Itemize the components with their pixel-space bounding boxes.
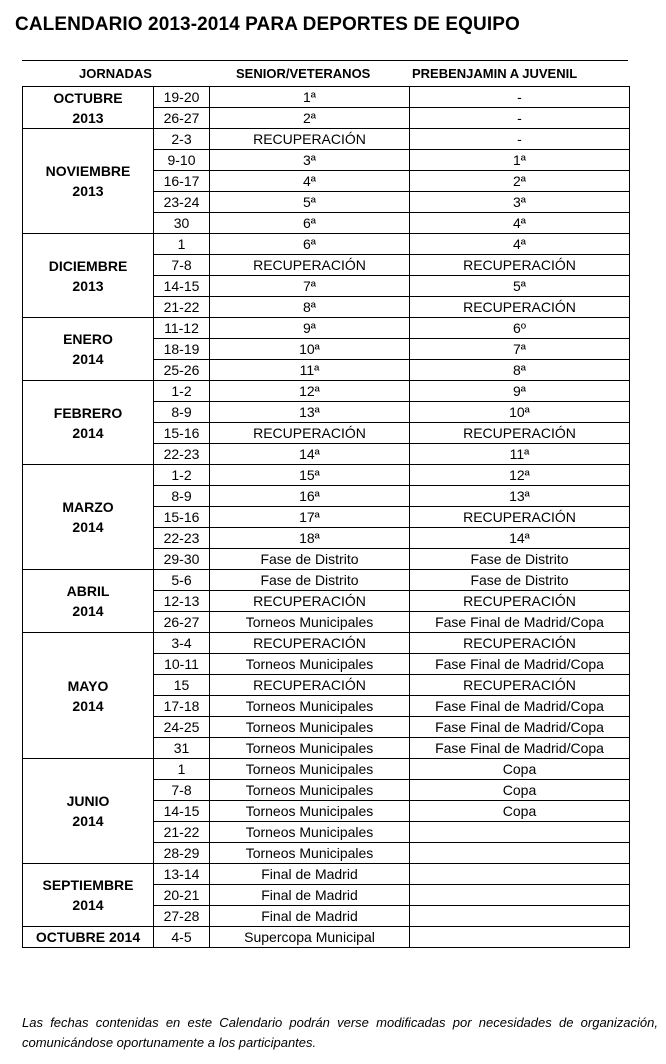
month-cell [23,234,154,318]
senior-cell: 7ª [210,276,410,297]
senior-cell: 1ª [210,87,410,108]
date-cell: 12-13 [154,591,210,612]
senior-cell: 17ª [210,507,410,528]
prebenjamin-cell: 1ª [410,150,630,171]
prebenjamin-cell: Fase Final de Madrid/Copa [410,696,630,717]
date-cell: 3-4 [154,633,210,654]
month-name: MARZO [62,499,114,515]
prebenjamin-cell: 13ª [410,486,630,507]
month-name: ENERO [63,331,113,347]
date-cell: 30 [154,213,210,234]
senior-cell: 6ª [210,234,410,255]
date-cell: 29-30 [154,549,210,570]
table-row [23,633,630,654]
date-cell: 11-12 [154,318,210,339]
senior-cell: Torneos Municipales [210,696,410,717]
prebenjamin-cell: 8ª [410,360,630,381]
senior-cell: Final de Madrid [210,885,410,906]
table-row [23,318,630,339]
month-cell [23,381,154,465]
senior-cell: Torneos Municipales [210,612,410,633]
senior-cell: Torneos Municipales [210,738,410,759]
date-cell: 10-11 [154,654,210,675]
table-row [23,759,630,780]
month-name: NOVIEMBRE [45,163,131,179]
senior-cell: RECUPERACIÓN [210,675,410,696]
footnote: Las fechas contenidas en este Calendario podrán verse modificadas por necesidades de organización, comunicándose oportunamente a los participantes. [22,1015,658,1050]
prebenjamin-cell: RECUPERACIÓN [410,297,630,318]
date-cell: 23-24 [154,192,210,213]
table-row [23,87,630,108]
date-cell: 1 [154,759,210,780]
month-year: 2014 [72,697,104,714]
date-cell: 21-22 [154,297,210,318]
date-cell: 27-28 [154,906,210,927]
page-title: CALENDARIO 2013-2014 PARA DEPORTES DE EQUIPO [15,14,520,35]
date-cell: 4-5 [154,927,210,948]
date-cell: 13-14 [154,864,210,885]
prebenjamin-cell: - [410,87,630,108]
prebenjamin-cell: Fase Final de Madrid/Copa [410,717,630,738]
date-cell: 22-23 [154,528,210,549]
senior-cell: Torneos Municipales [210,822,410,843]
prebenjamin-cell: RECUPERACIÓN [410,255,630,276]
month-cell [23,633,154,759]
prebenjamin-cell: 5ª [410,276,630,297]
month-cell [23,465,154,570]
prebenjamin-cell: Copa [410,780,630,801]
date-cell: 7-8 [154,255,210,276]
date-cell: 8-9 [154,402,210,423]
month-name: OCTUBRE 2014 [35,929,141,945]
prebenjamin-cell: 7ª [410,339,630,360]
date-cell: 9-10 [154,150,210,171]
month-cell [23,129,154,234]
prebenjamin-cell: - [410,129,630,150]
table-row [23,234,630,255]
date-cell: 31 [154,738,210,759]
prebenjamin-cell: 2ª [410,171,630,192]
prebenjamin-cell: RECUPERACIÓN [410,633,630,654]
senior-cell: 5ª [210,192,410,213]
senior-cell: 13ª [210,402,410,423]
prebenjamin-cell: Fase Final de Madrid/Copa [410,738,630,759]
prebenjamin-cell: RECUPERACIÓN [410,675,630,696]
header-senior-veteranos: SENIOR/VETERANOS [236,66,371,81]
prebenjamin-cell [410,885,630,906]
table-row [23,465,630,486]
date-cell: 7-8 [154,780,210,801]
senior-cell: Final de Madrid [210,864,410,885]
prebenjamin-cell [410,864,630,885]
prebenjamin-cell [410,822,630,843]
month-year: 2014 [72,519,104,535]
prebenjamin-cell: 9ª [410,381,630,402]
prebenjamin-cell: 12ª [410,465,630,486]
senior-cell: Torneos Municipales [210,717,410,738]
header-prebenjamin-juvenil: PREBENJAMIN A JUVENIL [412,66,578,81]
month-year: 2014 [72,351,104,367]
date-cell: 18-19 [154,339,210,360]
prebenjamin-cell [410,927,630,948]
date-cell: 14-15 [154,276,210,297]
month-year: 2013 [72,277,104,294]
senior-cell: 15ª [210,465,410,486]
month-name: MAYO [67,677,109,694]
month-cell [23,318,154,381]
date-cell: 25-26 [154,360,210,381]
prebenjamin-cell: Fase Final de Madrid/Copa [410,654,630,675]
senior-cell: RECUPERACIÓN [210,591,410,612]
month-name: DICIEMBRE [48,257,128,274]
table-row [23,381,630,402]
senior-cell: 10ª [210,339,410,360]
date-cell: 1-2 [154,465,210,486]
senior-cell: RECUPERACIÓN [210,255,410,276]
prebenjamin-cell: RECUPERACIÓN [410,591,630,612]
date-cell: 15-16 [154,423,210,444]
senior-cell: 11ª [210,360,410,381]
date-cell: 8-9 [154,486,210,507]
senior-cell: 14ª [210,444,410,465]
month-year: 2014 [72,813,104,829]
date-cell: 26-27 [154,108,210,129]
month-year: 2014 [72,603,104,619]
prebenjamin-cell [410,843,630,864]
prebenjamin-cell: Fase Final de Madrid/Copa [410,612,630,633]
prebenjamin-cell: 4ª [410,234,630,255]
senior-cell: Torneos Municipales [210,780,410,801]
senior-cell: 3ª [210,150,410,171]
senior-cell: RECUPERACIÓN [210,633,410,654]
date-cell: 26-27 [154,612,210,633]
table-row [23,927,630,948]
prebenjamin-cell: Fase de Distrito [410,570,630,591]
month-cell [23,570,154,633]
date-cell: 21-22 [154,822,210,843]
table-row [23,570,630,591]
senior-cell: Fase de Distrito [210,549,410,570]
prebenjamin-cell: 3ª [410,192,630,213]
date-cell: 2-3 [154,129,210,150]
date-cell: 15 [154,675,210,696]
month-year: 2013 [72,109,104,126]
prebenjamin-cell: RECUPERACIÓN [410,507,630,528]
month-name: SEPTIEMBRE [42,877,134,893]
date-cell: 1-2 [154,381,210,402]
senior-cell: RECUPERACIÓN [210,423,410,444]
senior-cell: Supercopa Municipal [210,927,410,948]
senior-cell: 16ª [210,486,410,507]
table-row [23,864,630,885]
header-jornadas: JORNADAS [79,66,152,81]
senior-cell: Torneos Municipales [210,843,410,864]
month-year: 2013 [72,183,104,199]
date-cell: 1 [154,234,210,255]
senior-cell: 2ª [210,108,410,129]
date-cell: 24-25 [154,717,210,738]
senior-cell: 9ª [210,318,410,339]
date-cell: 22-23 [154,444,210,465]
senior-cell: 12ª [210,381,410,402]
prebenjamin-cell: 14ª [410,528,630,549]
title-divider [22,60,628,61]
month-cell [23,864,154,927]
date-cell: 15-16 [154,507,210,528]
prebenjamin-cell: Copa [410,759,630,780]
prebenjamin-cell [410,906,630,927]
senior-cell: 8ª [210,297,410,318]
prebenjamin-cell: - [410,108,630,129]
senior-cell: 4ª [210,171,410,192]
senior-cell: RECUPERACIÓN [210,129,410,150]
month-cell [23,759,154,864]
senior-cell: 18ª [210,528,410,549]
date-cell: 20-21 [154,885,210,906]
month-name: OCTUBRE [53,89,123,106]
senior-cell: Fase de Distrito [210,570,410,591]
senior-cell: Torneos Municipales [210,654,410,675]
month-name: ABRIL [66,583,110,599]
date-cell: 17-18 [154,696,210,717]
month-year: 2014 [72,424,104,441]
month-cell [23,87,154,129]
month-name: FEBRERO [53,404,123,421]
senior-cell: Torneos Municipales [210,759,410,780]
date-cell: 19-20 [154,87,210,108]
prebenjamin-cell: RECUPERACIÓN [410,423,630,444]
month-name: JUNIO [66,793,110,809]
prebenjamin-cell: 11ª [410,444,630,465]
month-cell [23,927,154,948]
senior-cell: Final de Madrid [210,906,410,927]
senior-cell: 6ª [210,213,410,234]
month-year: 2014 [72,897,104,913]
prebenjamin-cell: Fase de Distrito [410,549,630,570]
prebenjamin-cell: 6º [410,318,630,339]
prebenjamin-cell: 10ª [410,402,630,423]
prebenjamin-cell: Copa [410,801,630,822]
prebenjamin-cell: 4ª [410,213,630,234]
calendar-table [22,86,630,948]
date-cell: 16-17 [154,171,210,192]
date-cell: 14-15 [154,801,210,822]
date-cell: 5-6 [154,570,210,591]
senior-cell: Torneos Municipales [210,801,410,822]
table-row [23,129,630,150]
date-cell: 28-29 [154,843,210,864]
